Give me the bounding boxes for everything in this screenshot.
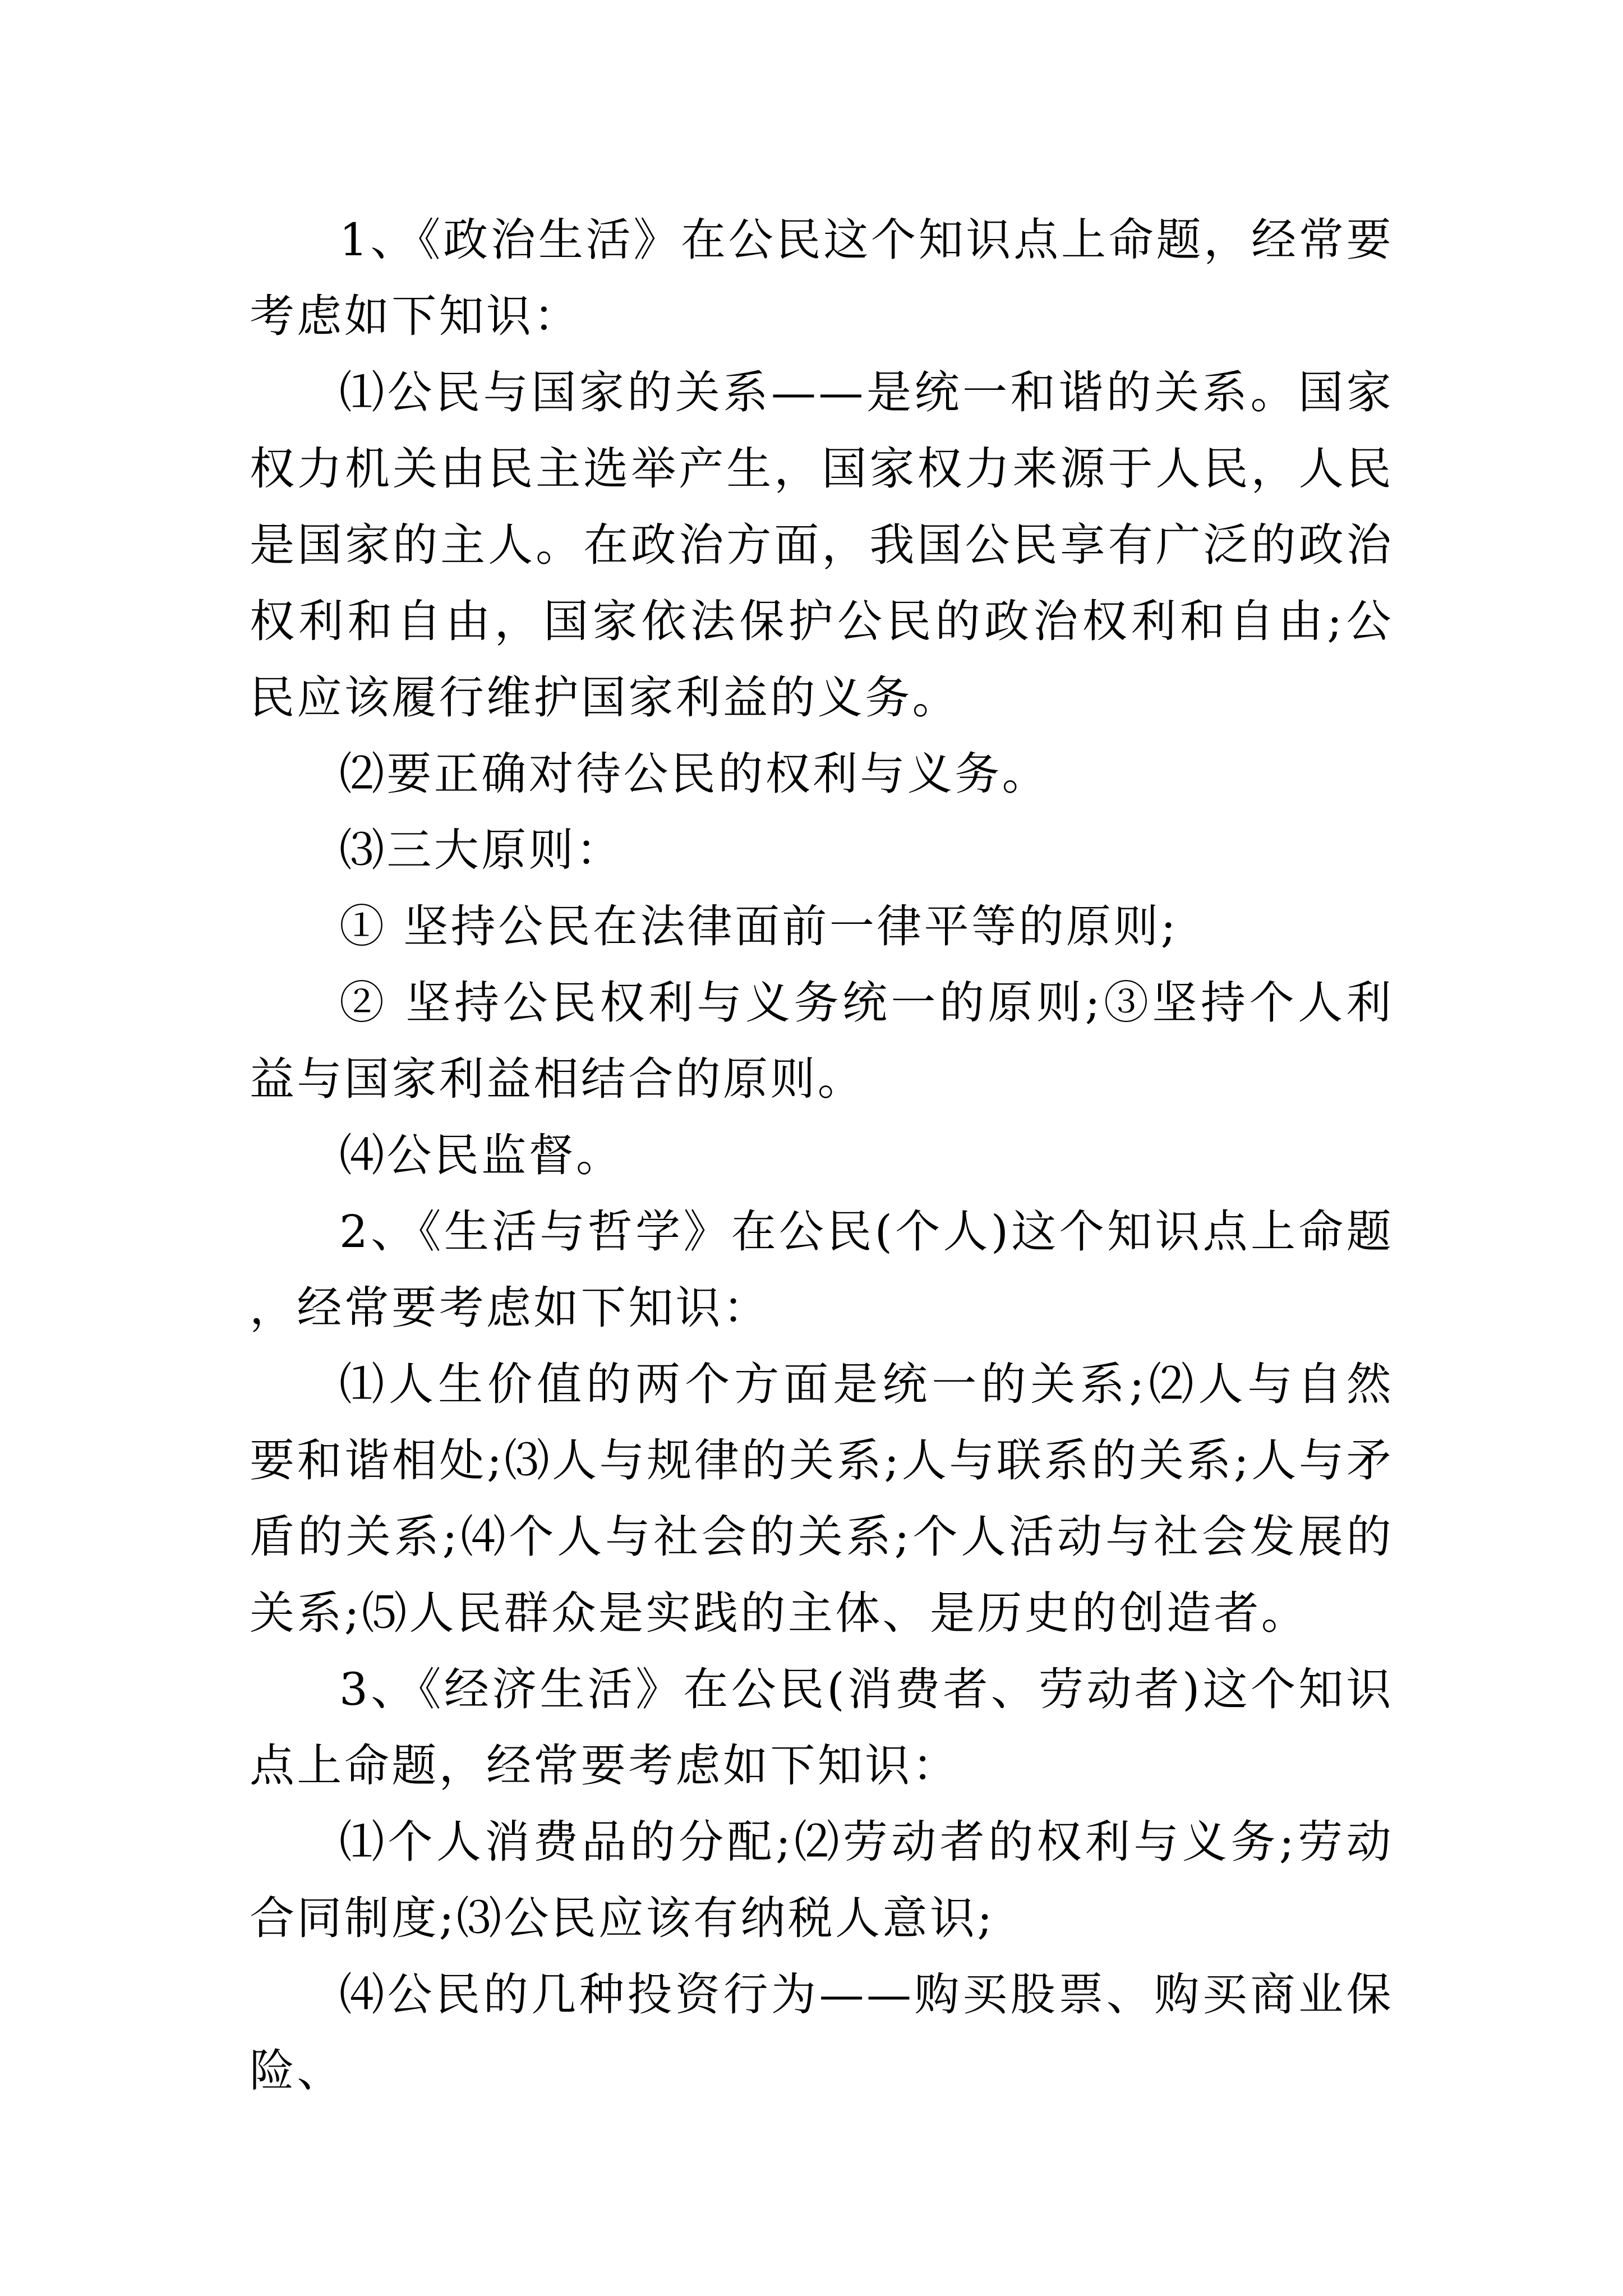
paragraph-three-principles: ⑶三大原则： [339, 824, 624, 876]
document-body [250, 202, 1394, 2109]
section-1-heading: 1、《政治生活》在公民这个知识点上命题，经常要考虑如下知识： [250, 214, 1394, 342]
paragraph-principle-1: ① 坚持公民在法律面前一律平等的原则; [339, 900, 1178, 953]
paragraph-philosophy-points: ⑴人生价值的两个方面是统一的关系;⑵人与自然要和谐相处;⑶人与规律的关系;人与联系的关系;人与矛盾的关系;⑷个人与社会的关系;个人活动与社会发展的关系;⑸人民群众是实践的主体、是历史的创造者。 [250, 1358, 1394, 1639]
paragraph-citizen-supervision: ⑷公民监督。 [339, 1129, 624, 1181]
paragraph-economy-points: ⑴个人消费品的分配;⑵劳动者的权利与义务;劳动合同制度;⑶公民应该有纳税人意识; [250, 1816, 1394, 1944]
paragraph-rights-duties: ⑵要正确对待公民的权利与义务。 [339, 748, 1049, 800]
section-3-heading: 3、《经济生活》在公民(消费者、劳动者)这个知识点上命题，经常要考虑如下知识： [250, 1663, 1394, 1792]
paragraph-principle-2-3: ② 坚持公民权利与义务统一的原则;③坚持个人利益与国家利益相结合的原则。 [250, 977, 1394, 1105]
paragraph-investment: ⑷公民的几种投资行为——购买股票、购买商业保险、 [250, 1968, 1394, 2097]
paragraph-citizen-state-relation: ⑴公民与国家的关系——是统一和谐的关系。国家权力机关由民主选举产生，国家权力来源于人民，人民是国家的主人。在政治方面，我国公民享有广泛的政治权利和自由，国家依法保护公民的政治权利和自由;公民应该履行维护国家利益的义务。 [250, 366, 1394, 724]
section-2-heading: 2、《生活与哲学》在公民(个人)这个知识点上命题，经常要考虑如下知识： [250, 1205, 1394, 1334]
